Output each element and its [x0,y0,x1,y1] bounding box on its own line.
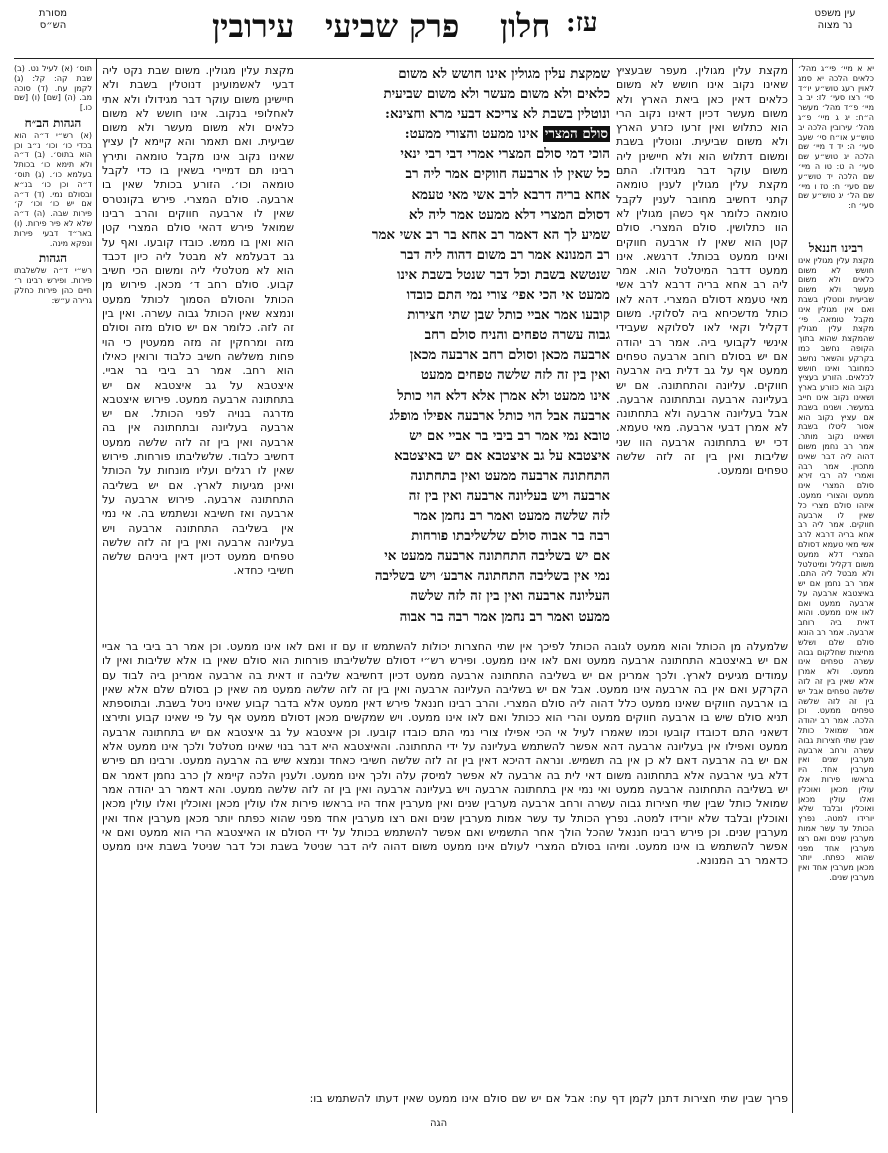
rashi-column [616,64,788,634]
highlight-sulam-mitzri: סולם המצרי [544,126,608,143]
gemara-line: ארבעה ויש בעליונה ארבעה ואין בין זה [408,487,610,504]
gemara-line-highlight [300,124,610,144]
right-sidebar-divider [792,58,793,1113]
bottom-commentary-text: שלמעלה מן הכותל והוא ממעט לגובה הכותל לפיכך אין שתי החצרות יכולות להשתמש זו עם זו ואם לאו אינו ממעט. וכן אמר רב ביבי בר אביי אם יש באיצטבא התחתונה ארבעה ממעט ואם לאו אינו ממעט. ופירש רש״י דסולם שלשליבתו פורחות הוא סולם שאין בו אלא שליבות ואין לו עמודים מגיעים לארץ. ולכך אמרינן אם יש בשליבה התחתונה ארבעה ממעט דכיון דחשיבא שליבה זו דאית בה ארבעה אמרינן ביה לבוד עם הקרקע ואם אין בה ארבעה אינו ממעט. אבל אם יש בשליבה העליונה ארבעה ואין בין זה לזה שלשה ממעט מה שאין כן בסולם שלם אלא שאין בו ארבעה חווקים שאינו ממעט כלל דהוה ליה סולם המצרי. והרב רבינו חננאל פירש דאין ממעט אלא בדבר קבוע שאינו ניטל בשבת. ובתוספתא תניא סולם שיש בו ארבעה חווקים ממעט והרי הוא ככותל ואם לאו אינו ממעט. ויש שמקשים מכאן דסולם ממעט אף על פי שאינו קבוע ותירצו דשאני התם דכובדו קובעו וכמו שאמרו לעיל אי הכי אפילו צורי נמי התם כובדו קובעו. וכן איצטבא על גב איצטבא אם יש בתחתונה ארבעה ממעט ואפילו אין בעליונה ארבעה דהא אפשר להשתמש בעליונה על ידי התחתונה. והאיצטבא היא דבר בנוי שאינו מטלטל ולכך אינו ממעט אלא אם יש בה ארבעה דאם לא כן אין בה תשמיש. ונראה דהיכא דאין בין זה לזה שלשה חשיבי כאחד ונמצא שיש בה ארבעה ממעט. ורבינו תם פירש דלא בעי ארבעה אלא בתחתונה משום דאי לית בה ארבעה לא אפשר למיסק עלה ולכך אינו ממעט. ולענין הלכה קיימא לן כרב נחמן דאמר אם יש בשליבה התחתונה ארבעה ממעט ואי נמי אין בתחתונה ארבעה ויש בעליונה ארבעה ואין בין זה לזה שלשה ממעט. והא דאמר רב יהודה אמר שמואל כותל שבין שתי חצירות גבוה עשרה ורחב ארבעה מערבין שנים ואין מערבין אחד היו בראשו פירות אלו עולין מכאן ואוכלין ואלו עולין מכאן ואוכלין ובלבד שלא יורידו למטה. נפרץ הכותל עד עשר אמות מערבין שנים ואם רצו מערבין אחד מפני שהוא כפתח יותר מכאן מערבין אחד ואין מערבין שנים. וכן פירש רבינו חננאל שהכל הולך אחר התשמיש ואם אפשר להשתמש בכותל על ידי הסולם או האיצטבא הרי הוא ממעט ואם אי אפשר להשתמש בו אינו ממעט. ומיהו בסולם המצרי לעולם אינו ממעט משום דהוה ליה דבר שניטל בשבת וכל דבר שניטל בשבת אינו ממעט כדאמר רב המנונא. [102,640,788,868]
gemara-line: רבה בר אבוה סולם שלשליבתו פורחות [411,528,610,545]
gemara-line: נמי אין בשליבה התחתונה ארבע׳ ויש בשליבה [374,568,610,585]
gemara-line: ונוטלין בשבת לא צריכא דבעי מרא וחצינא: [385,106,610,123]
hagahot-bach-title: הגהות הב״ח [24,115,82,130]
ein-mishpat-text: יא א מיי׳ פי״ג מהל׳ כלאים הלכה יא סמג לאוין רעג טוש״ע יו״ד סי׳ רצו סעי׳ לז: יב ב מיי׳ פ״ד מהל׳ מעשר ה״ח: יג ג מיי׳ פ״ג מהל׳ עירובין הלכה יב טוש״ע או״ח סי׳ שעב סעי׳ ה: יד ד מיי׳ שם הלכה יג טוש״ע שם סעי׳ ה ט: טו ה מיי׳ שם הלכה יד טוש״ע שם סעי׳ ח: טז ו מיי׳ שם הל׳ יג טוש״ע שם סעי׳ ח: [798,64,874,211]
tractate-title: עירובין [212,7,295,45]
tosafot-text: מקצת עלין מגולין. משום שבת נקט ליה דבעי לאשמועינן דנוטלין בשבת ולא חיישינן משום עוקר דבר מגידולו ולא אתי לאחלופי בנקוב. אינו חושש לא משום כלאים ולא משום מעשר ולא משום שביעית. ואם תאמר והא קיימא לן עציץ שאינו נקוב אינו מקבל טומאה ותירץ רבינו תם דמיירי בשאין בו כדי לקבל טומאה וכו׳. הזורע בכותל שאין בו ארבעה. סולם המצרי. פירש בקונטרס שאין לו ארבעה חווקים והרב רבינו שמואל פירש דהאי סולם המצרי קטן הוא ואין בו ממש. כובדו קובעו. ואף על גב דבעלמא לא מבטל ליה כיון דכבד הוא לא מטלטלי ליה ומשום הכי חשיב קבוע. סולם רחב ד׳ מכאן. פירוש מן הכותל והסולם הסמוך לכותל ממעט ונמצא שאין הכותל גבוה עשרה. ואין בין זה לזה. כלומר אם יש סולם מזה וסולם מזה ומרחקין זה מזה ממעטין כי הוי פחות משלשה חשיב כלבוד ורואין כאילו הוא רחב. אמר רב ביבי בר אביי. איצטבא על גב איצטבא אם יש בתחתונה ארבעה ממעט. פירוש איצטבא מדרגה בנויה לפני הכותל. אם יש ארבעה בעליונה ובתחתונה אין בה ארבעה ואין בין זה לזה שלשה ממעט דחשיב כלבוד. שלשליבתו פורחות. פירוש שאין לו רגלים ועליו מונחות על הכותל ואינן מגיעות לארץ. אם יש בשליבה התחתונה ארבעה. פירוש ארבעה על ארבעה ואז חשיבא ונשתמש בה. אי נמי אין בשליבה התחתונה ארבעה ויש בעליונה ארבעה ואין בין זה לזה שלשה טפחים ממעט דכיון דאין ביניהם שלשה חשיבי כחדא. [102,64,294,578]
gemara-line: ואין בין זה לזה שלשה טפחים ממעט [420,367,610,384]
rashi-text: מקצת עלין מגולין. מעפר שבעציץ שאינו נקוב אינו חושש לא משום כלאים דאין כאן ביאת הארץ ולא משום מעשר דכיון דאינו נקוב הרי הוא כתלוש ואין זרעו כזרע הארץ ולא משום שביעית. ונוטלין בשבת ומשום דתלוש הוא ולא חיישינן ליה משום עוקר דבר מגידולו. התם מקצת עלין מגולין לענין טומאה קתני דחשיב מחובר לענין לקבל טומאה כלומר אף כשהן מגולין לא הוו כתלושין. סולם המצרי. סולם קטן הוא שאין לו ארבעה חווקים ואינו ממעט בכותל. דרגשא. אינו ממעט דדבר המיטלטל הוא. אמר ליה רב אחא בריה דרבא לרב אשי מאי טעמא דסולם המצרי. דהא לאו כותל מדשכיחא ביה לסלוקי. משום דקליל וקאי לאו לסלוקא שעבידי אינשי לקבועי ביה. אמר רב יהודה אם יש בסולם רוחב ארבעה טפחים ממעט אף על גב דלית ביה ארבעה חווקים. עליונה והתחתונה. אם יש בעליונה ארבעה ובתחתונה ארבעה. אבל בעליונה ארבעה ולא בתחתונה לא אמרן דבעי ארבעה. מאי טעמא. דכי יש בתחתונה ארבעה הוו שני שליבות ואין בין זה לזה שלשה טפחים וממעט. [616,64,788,478]
bottom-mark: הגה [430,1118,448,1129]
chapter-name: חלון [500,7,551,45]
top-rule [14,58,874,59]
gemara-line: לזה שלשה ממעט ואמר רב נחמן אמר [413,508,610,525]
gemara-line: ממעט ואמר רב נחמן אמר רבה בר אבוה [399,608,610,625]
gemara-line: ארבעה מכאן וסולם רחב ארבעה מכאן [409,347,610,364]
ein-mishpat-sidebar [798,64,874,234]
gemara-line: שמקצת עלין מגולין אינו חושש לא משום [398,66,610,82]
gemara-line: ארבעה אבל הוי כותל ארבעה אפילו מופלג [389,407,610,424]
gemara-line-rest: אינו ממעט והצורי ממעט: [404,126,539,143]
footer-text: פריך שבין שתי חצירות דתנן לקמן דף עח: אבל אם יש שם סולם אינו ממעט שאין דעתו להשתמש בו: [309,1092,788,1105]
gemara-line: התחתונה ארבעה ממעט ואין בתחתונה [410,467,610,484]
ein-mishpat-header: עין משפט נר מצוה [814,8,856,31]
chapter-title: פרק שביעי [325,7,460,45]
hagahot-text: רש״י ד״ה שלשלבתו פירות. ופירש רבינו ר׳ חיים כהן פירות כחלק גרירה ע״ש: [14,266,92,305]
gemara-line: כל שאין לו ארבעה חווקים אמר ליה רב [405,166,610,183]
masoret-sidebar [14,64,92,544]
gemara-line: העליונה ארבעה ואין בין זה לזה שלשה [410,588,610,605]
masoret-header: מסורת הש״ס [38,8,68,31]
gemara-line: ממעט אי הכי אפי׳ צורי נמי התם כובדו [406,287,610,304]
gemara-line: רב המנונא אמר רב משום דהוה ליה דבר [400,246,610,263]
page-number: עז: [566,8,598,38]
rabbeinu-chananel-title: רבינו חננאל [808,241,864,255]
masoret-notes-1: תוס׳ (א) לעיל נט. (ב) שבת קה: קל: (ג) לקמן עח. (ד) סוכה מב. (ה) [שם] (ו) [שם כו.] [14,64,92,113]
gemara-line: אחא בריה דרבא לרב אשי מאי טעמא [411,186,610,203]
footer-line [102,1092,788,1108]
gemara-line: אם יש בשליבה התחתונה ארבעה ממעט אי [384,548,610,565]
gemara-line: גבוה עשרה טפחים והניח סולם רחב [424,327,610,344]
bottom-commentary [102,640,788,1088]
hagahot-title: הגהות [38,251,68,266]
gemara-line: הוכי דמי סולם המצרי אמרי דבי רבי ינאי [400,146,610,163]
rabbeinu-chananel-text: מקצת עלין מגולין אינו חושש לא משום כלאים ולא משום מעשר ולא משום שביעית ונוטלין בשבת ואם אין מגולין אינו מקבל טומאה. פי׳ מקצת עלין מגולין שהמקצת שהוא בתוך הקופה נחשב כמו בקרקע והשאר נחשב כמחובר ואינו חושש לכלאים. הזורע בעציץ נקוב הוא כזורע בארץ ושאינו נקוב אינו חייב במעשר. ושנינו בשבת אם עציץ נקוב הוא אסור ליטלו בשבת ושאינו נקוב מותר. אמר רב נחמן משום דהוה ליה דבר שאינו מתכוין. אמר רבה ואמרי לה רבי זירא סולם המצרי אינו ממעט והצורי ממעט. איזהו סולם מצרי כל שאין לו ארבעה חווקים. אמר ליה רב אחא בריה דרבא לרב אשי מאי טעמא דסולם המצרי דלא ממעט משום דקליל ומיטלטל ולא מבטל ליה התם. אמר רב נחמן אם יש באיצטבא ארבעה על ארבעה ממעט ואם לאו אינו ממעט. והוא דאית ביה רוחב ארבעה. אמר רב הונא סולם שלם ושלש מחיצות שחלקום גבוה עשרה טפחים אינו ממעט. ולא אמרן אלא שאין בין זה לזה שלשה טפחים אבל יש בין זה לזה שלשה טפחים ממעט. וכן הלכה. אמר רב יהודה אמר שמואל כותל שבין שתי חצירות גבוה עשרה ורחב ארבעה מערבין שנים ואין מערבין אחד. היו בראשו פירות אלו עולין מכאן ואוכלין ואלו עולין מכאן ואוכלין ובלבד שלא יורידו למטה. נפרץ הכותל עד עשר אמות מערבין שנים ואם רצו מערבין אחד מפני שהוא כפתח. יותר מכאן מערבין אחד ואין מערבין שנים. [798,255,874,882]
tosafot-column [102,64,294,634]
gemara-line: איצטבא על גב איצטבא אם יש באיצטבא [394,447,610,464]
gemara-main-text [300,64,610,634]
hagahot-bach-text: (א) רש״י ד״ה הוא בכדי כו׳ וכו׳ נ״ב וכן הוא בתוס׳. (ב) ד״ה ולא תימא כו׳ בכותל בעלמא כו׳. (ג) תוס׳ ד״ה וכן כו׳ בנ״א ובסולם נמי. (ד) ד״ה אם יש כו׳ וכו׳ ק׳ פירות שבה. (ה) ד״ה שלא לא פיר פירות. (ו) באר״ד דבעי פירות ונפקא מינה. [14,130,92,248]
gemara-line: דסולם המצרי דלא ממעט אמר ליה לא [408,206,610,223]
gemara-line: אינו ממעט ולא אמרן אלא דלא הוי כותל [397,387,610,404]
gemara-line: כלאים ולא משום מעשר ולא משום שביעית [383,86,610,103]
gemara-line: שנטשא בשבת וכל דבר שנטל בשבת אינו [397,266,610,283]
gemara-line: טובא נמי אמר רב ביבי בר אביי אם יש [409,427,610,444]
gemara-line: קובעו אמר אביי כותל שבן שתי חצירות [407,307,610,324]
left-sidebar-divider [96,58,97,1113]
rabbeinu-chananel-sidebar [798,240,874,1120]
gemara-line: שמיע לך הא דאמר רב אחא בר רב אשי אמר [371,226,610,243]
